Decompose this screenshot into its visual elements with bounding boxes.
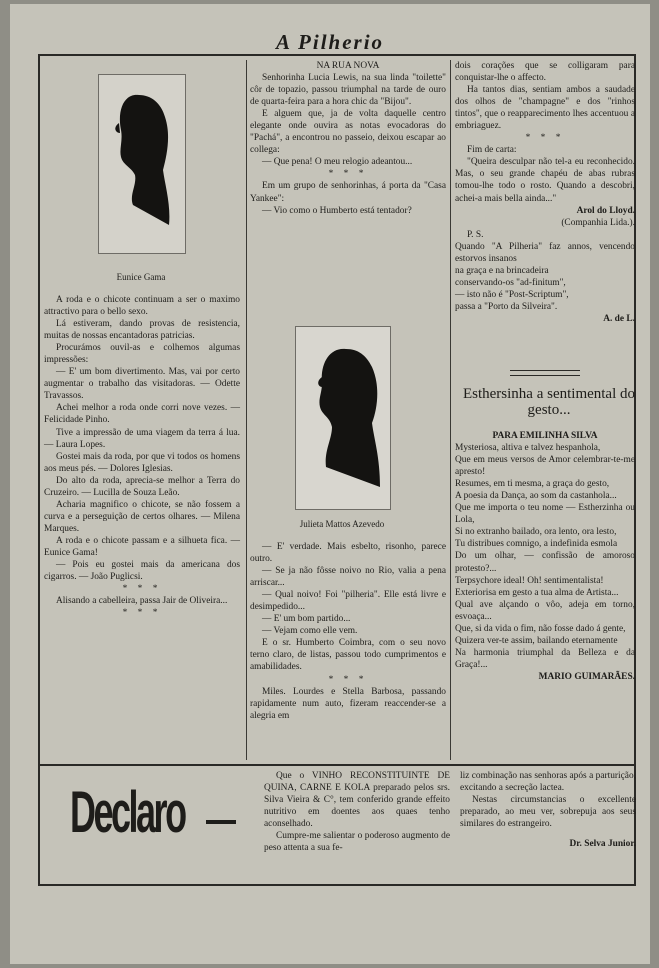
poem-line: Terpsychore ideal! Oh! sentimentalista! <box>455 575 604 586</box>
paragraph: Em um grupo de senhorinhas, á porta da "Casa Yankee": <box>250 181 446 204</box>
paragraph: E alguem que, ja de volta daquelle centro elegante onde ouvira as notas evocadoras do "Pachá", a encontrou no passeio, deixou escapar ao collega: <box>250 109 446 156</box>
paragraph: Do alto da roda, aprecia-se melhor a Terra do Cruzeiro. — Lucilla de Souza Leão. <box>44 475 240 498</box>
photo-caption: Eunice Gama <box>116 272 166 282</box>
paragraph: Procurámos ouvil-as e colhemos algumas impressões: <box>44 343 240 366</box>
paragraph: — E' um bom divertimento. Mas, vai por certo augmentar o trabalho das visitadoras. — Odette Travassos. <box>44 367 240 402</box>
poem-line: Resumes, em ti mesma, a graça do gesto, <box>455 479 610 490</box>
paragraph: — Vejam como elle vem. <box>262 626 358 637</box>
separator-stars: * * * <box>328 674 368 685</box>
paragraph: Cumpre-me salientar o poderoso augmento de peso attenta a sua fe- <box>264 831 450 854</box>
column-divider <box>246 60 247 760</box>
paragraph: Fim de carta: <box>467 145 517 156</box>
poem-author: MARIO GUIMARÃES. <box>538 671 635 682</box>
ad-title-text: Declaro <box>70 780 185 845</box>
poem-text <box>455 430 635 683</box>
column-2-text <box>250 60 446 217</box>
poem-line: Que, si da vida o fim, não fosse dado á gente, <box>455 623 626 634</box>
paragraph: Nestas circumstancias o excellente preparado, ao meu ver, sobrepuja aos seus similares do estrangeiro. <box>460 795 636 830</box>
section-title: NA RUA NOVA <box>316 61 380 71</box>
ps-line: Quando "A Pilheria" faz annos, vencendo estorvos insanos <box>455 241 635 264</box>
ps-line: — isto não é "Post-Scriptum", <box>455 289 569 300</box>
paragraph: Alisando a cabelleira, passa Jair de Oliveira... <box>56 596 228 607</box>
ps-signature: A. de L. <box>603 313 635 324</box>
paragraph: — Que pena! O meu relogio adeantou... <box>262 157 413 168</box>
paragraph: Tive a impressão de uma viagem da terra á lua. — Laura Lopes. <box>44 427 240 450</box>
column-3-text <box>455 60 635 325</box>
ps-label: P. S. <box>467 229 484 240</box>
paragraph: Achei melhor a roda onde corri nove vezes. — Felicidade Pinho. <box>44 403 240 426</box>
poem-line: Que me importa o teu nome — Estherzinha ou Lola, <box>455 503 635 526</box>
paragraph: — Vio como o Humberto está tentador? <box>262 205 412 216</box>
ps-line: passa a "Porto da Silveira". <box>455 301 558 312</box>
paragraph: Ha tantos dias, sentiam ambos a saudade dos olhos de "champagne" e dos "rinhos tintos", que o reapparecimento lhes accentuou a embriaguez. <box>455 85 635 132</box>
poem-line: Na harmonia triumphal da Belleza e da Graça!... <box>455 647 635 670</box>
paragraph: dois corações que se colligaram para conquistar-lhe o affecto. <box>455 61 635 84</box>
paragraph: liz combinação nas senhoras após a parturição, excitando a secreção lactea. <box>460 771 636 794</box>
paragraph: — E' um bom partido... <box>262 614 351 625</box>
separator-stars: * * * <box>122 584 162 595</box>
poem-line: Tu distribues comnigo, a indefinida esmola <box>455 539 618 550</box>
separator-stars: * * * <box>328 169 368 180</box>
poem-line: Si no extranho bailado, ora lento, ora lesto, <box>455 527 617 538</box>
paragraph: — Qual noivo! Foi "pilheria". Elle está livre e desimpedido... <box>250 590 446 613</box>
separator-stars: * * * <box>122 608 162 619</box>
silhouette-portrait-julieta <box>295 326 391 510</box>
paragraph: Que o VINHO RECONSTITUINTE DE QUINA, CARNE E KOLA preparado pelos srs. Silva Vieira & C°, tem conferido grande effeito nutritivo em doentes aos quaes tenho aconselhado. <box>264 771 450 830</box>
poem-line: Quizera ver-te assim, bailando eternamente <box>455 635 618 646</box>
ad-title <box>70 779 185 846</box>
paragraph: Gostei mais da roda, por que vi todos os homens aos meus pés. — Dolores Iglesias. <box>44 451 240 474</box>
poem-line: Que em meus versos de Amor celembrar-te-me apresto! <box>455 455 635 478</box>
paragraph: Acharia magnifico o chicote, se não fossem a curva e a perseguição de certos olhares. — Milena Marques. <box>44 499 240 534</box>
company-note: (Companhia Lida.). <box>561 217 635 228</box>
ad-text-col2 <box>460 770 636 850</box>
paragraph: — Pois eu gostei mais da americana dos cigarros. — João Puglicsi. <box>44 560 240 583</box>
paragraph: A roda e o chicote continuam a ser o maximo attractivo para o bello sexo. <box>44 295 240 318</box>
ornamental-rule <box>510 370 580 376</box>
separator-stars: * * * <box>525 133 565 144</box>
paragraph: A roda e o chicote passam e a silhueta fica. — Eunice Gama! <box>44 535 240 558</box>
newspaper-page <box>10 4 650 964</box>
paragraph: — Se ja não fôsse noivo no Rio, valia a pena arriscar... <box>250 566 446 589</box>
section-rule <box>38 764 636 766</box>
paragraph: Lá estiveram, dando provas de resistencia, muitas de nossas encantadoras patricias. <box>44 319 240 342</box>
poem-line: Do um olhar, — confissão de amoroso protesto?... <box>455 551 635 574</box>
silhouette-portrait-eunice <box>98 74 186 254</box>
poem-title: Esthersinha a sentimental do gesto... <box>462 386 636 418</box>
poem-dedication: PARA EMILINHA SILVA <box>492 431 598 441</box>
paragraph: Miles. Lourdes e Stella Barbosa, passando rapidamente num auto, fizeram reaccender-se a alegria em <box>250 686 446 721</box>
signature: Arol do Lloyd. <box>576 205 635 216</box>
ad-signature: Dr. Selva Junior. <box>569 839 636 850</box>
paragraph: — E' verdade. Mais esbelto, risonho, parece outro. <box>250 542 446 565</box>
poem-line: Qual ave alçando o vôo, adeja em torno, esvoaça... <box>455 599 635 622</box>
ad-dash <box>206 820 236 824</box>
paragraph: "Queira desculpar não tel-a eu reconhecido. Mas, o seu grande chapéu de abas rubras tomou-lhe todo o rosto. Quando a descobri, achei-a mais bella ainda..." <box>455 157 635 204</box>
column-1-text <box>44 294 240 619</box>
ps-line: na graça e na brincadeira <box>455 265 549 276</box>
column-2-text-bottom <box>250 541 446 722</box>
poem-line: Mysteriosa, altiva e talvez hespanhola, <box>455 443 601 454</box>
masthead-title: A Pilherio <box>275 30 385 54</box>
photo-caption: Julieta Mattos Azevedo <box>299 519 385 529</box>
poem-line: A poesia da Dança, ao som da castanhola... <box>455 491 617 502</box>
paragraph: Senhorinha Lucia Lewis, na sua linda "toilette" côr de topazio, passou triumphal na tarde de ouro de quarta-feira para a hora chic da "Bijou". <box>250 73 446 108</box>
ps-line: conservando-os "ad-finitum", <box>455 277 566 288</box>
column-divider <box>450 60 451 760</box>
paragraph: E o sr. Humberto Coimbra, com o seu novo terno claro, de listas, passou todo cumprimentos e amabilidades. <box>250 638 446 673</box>
poem-line: Exteriorisa em gesto a tua alma de Artista... <box>455 587 619 598</box>
ad-text-col1 <box>264 770 450 854</box>
